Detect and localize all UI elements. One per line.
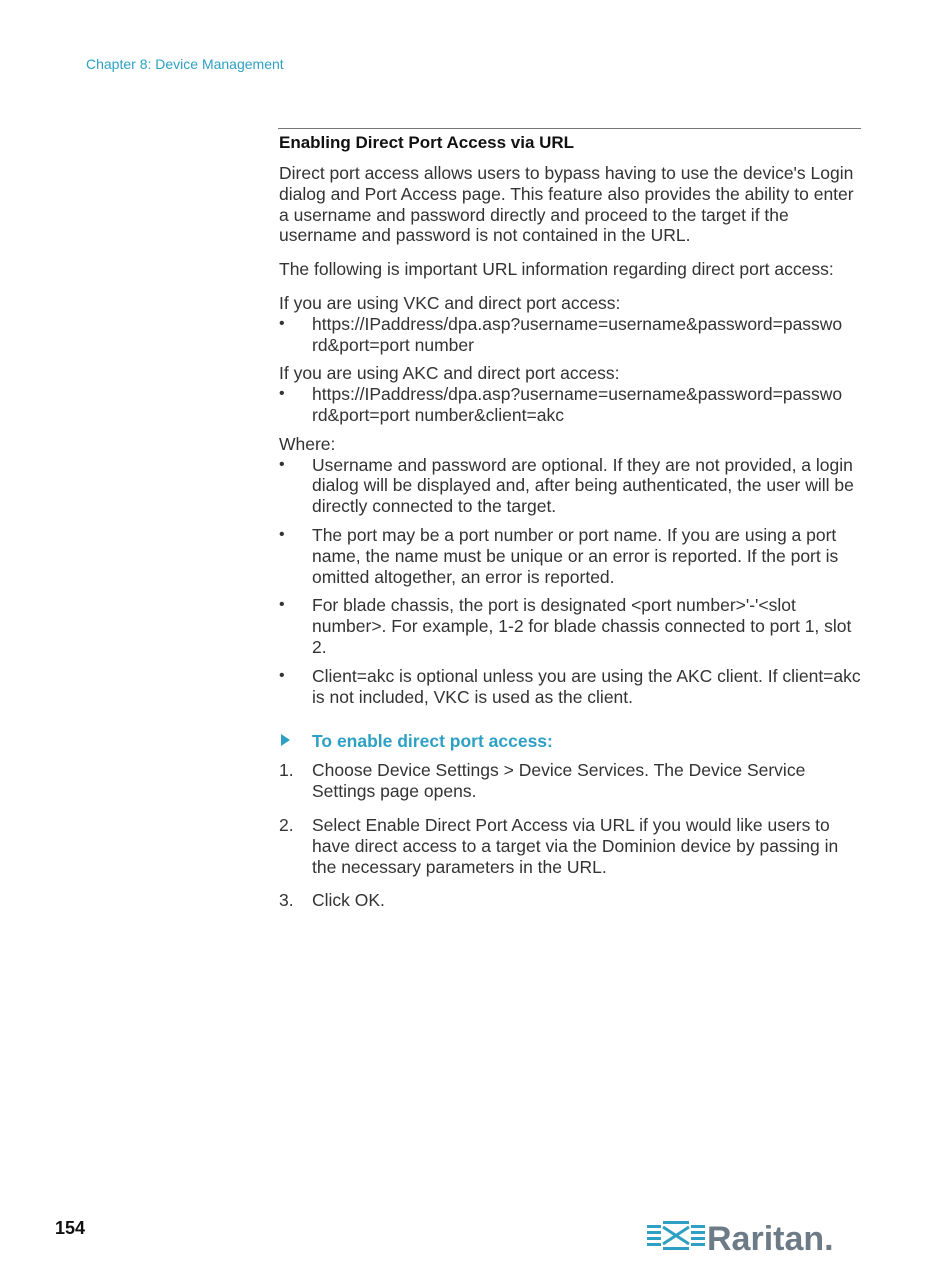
procedure-heading xyxy=(279,730,862,752)
akc-url-text: https://IPaddress/dpa.asp?username=username&password=passwo rd&port=port number&client=akc xyxy=(312,384,843,425)
vkc-url-list xyxy=(279,314,862,356)
list-item xyxy=(279,455,862,517)
where-item-text: For blade chassis, the port is designated <port number>'-'<slot number>. For example, 1-2 for blade chassis connected to port 1, slot 2. xyxy=(312,595,852,657)
step-number: 2. xyxy=(279,814,294,835)
step-text: Choose Device Settings > Device Services. The Device Service Settings page opens. xyxy=(312,760,806,802)
section-divider xyxy=(278,128,861,129)
list-item xyxy=(279,595,862,657)
akc-label: If you are using AKC and direct port access: xyxy=(279,363,620,384)
where-item-text: The port may be a port number or port name. If you are using a port name, the name must be unique or an error is reported. If the port is omitted altogether, an error is reported. xyxy=(312,524,839,587)
list-item xyxy=(279,525,862,587)
where-list xyxy=(279,455,862,708)
step-item xyxy=(279,890,862,911)
bullet-icon: • xyxy=(279,385,285,403)
raritan-logo xyxy=(647,1217,839,1257)
running-header: Chapter 8: Device Management xyxy=(86,56,284,72)
page-number: 154 xyxy=(55,1218,86,1238)
list-item xyxy=(279,314,862,356)
bullet-icon: • xyxy=(279,455,285,473)
bullet-icon: • xyxy=(279,314,285,332)
procedure-heading-text: To enable direct port access: xyxy=(312,731,553,752)
bullet-icon: • xyxy=(279,596,285,614)
section-title: Enabling Direct Port Access via URL xyxy=(279,133,575,152)
step-number: 3. xyxy=(279,890,294,911)
step-item xyxy=(279,760,862,802)
step-item xyxy=(279,815,862,877)
procedure-steps xyxy=(279,760,862,911)
logo-wordmark: Raritan. xyxy=(707,1220,834,1257)
document-body xyxy=(279,128,862,911)
where-item-text: Client=akc is optional unless you are using the AKC client. If client=akc is not included, VKC is used as the client. xyxy=(312,665,861,707)
list-item xyxy=(279,384,862,426)
vkc-label: If you are using VKC and direct port access: xyxy=(279,292,621,313)
bullet-icon: • xyxy=(279,525,285,543)
step-text: Select Enable Direct Port Access via URL if you would like users to have direct access to a target via the Dominion device by passing in the necessary parameters in the URL. xyxy=(312,814,839,877)
list-item xyxy=(279,666,862,708)
bullet-icon: • xyxy=(279,666,285,684)
raritan-logo-icon xyxy=(647,1217,839,1257)
vkc-url-text: https://IPaddress/dpa.asp?username=username&password=passwo rd&port=port number xyxy=(312,313,843,355)
where-item-text: Username and password are optional. If they are not provided, a login dialog will be displayed and, after being authenticated, the user will be directly connected to the target. xyxy=(312,454,854,517)
step-number: 1. xyxy=(279,760,294,781)
triangle-right-icon xyxy=(281,734,290,746)
step-text: Click OK. xyxy=(312,890,385,911)
url-info-paragraph: The following is important URL information regarding direct port access: xyxy=(279,259,834,280)
akc-url-list xyxy=(279,384,862,426)
intro-paragraph: Direct port access allows users to bypass having to use the device's Login dialog and Port Access page. This feature also provides the ability to enter a username and password directly and proceed to the target if the username and password is not contained in the URL. xyxy=(279,163,854,246)
where-label: Where: xyxy=(279,433,336,454)
